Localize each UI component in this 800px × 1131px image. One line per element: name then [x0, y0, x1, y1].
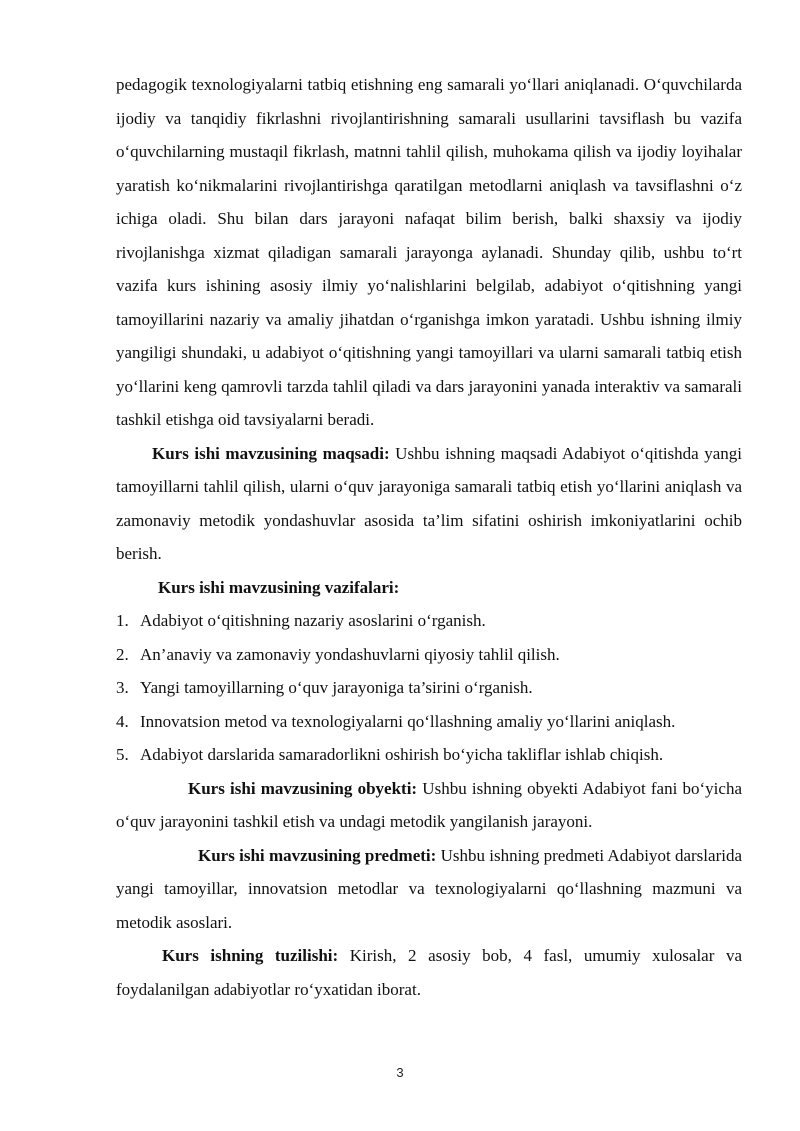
intro-paragraph: pedagogik texnologiyalarni tatbiq etishning eng samarali yo‘llari aniqlanadi. O‘quvchilarda ijodiy va tanqidiy fikrlashni rivojlantirishning samarali usullarini tavsiflash bu vazifa o‘quvchilarning mustaqil fikrlash, matnni tahlil qilish, muhokama qilish va ijodiy loyihalar yaratish ko‘nikmalarini rivojlantirishga qaratilgan metodlarni aniqlash va tavsiflashni o‘z ichiga oladi. Shu bilan dars jarayoni nafaqat bilim berish, balki shaxsiy va ijodiy rivojlanishga xizmat qiladigan samarali jarayonga aylanadi. Shunday qilib, ushbu to‘rt vazifa kurs ishining asosiy ilmiy yo‘nalishlarini belgilab, adabiyot o‘qitishning yangi tamoyillarini nazariy va amaliy jihatdan o‘rganishga imkon yaratadi. Ushbu ishning ilmiy yangiligi shundaki, u adabiyot o‘qitishning yangi tamoyillari va ularni samarali tatbiq etish yo‘llarini keng qamrovli tarzda tahlil qiladi va dars jarayonini yanada interaktiv va samarali tashkil etishga oid tavsiyalarni beradi.: [116, 75, 742, 429]
structure-paragraph: [116, 939, 742, 1006]
tasks-list: [116, 604, 742, 772]
list-item-text: Innovatsion metod va texnologiyalarni qo‘llashning amaliy yo‘llarini aniqlash.: [140, 711, 676, 731]
object-paragraph: [116, 772, 742, 839]
list-item-text: Yangi tamoyillarning o‘quv jarayoniga ta’sirini o‘rganish.: [140, 678, 533, 697]
list-item: [116, 638, 742, 672]
list-item: [116, 604, 742, 638]
list-item: [116, 705, 742, 739]
goal-label: Kurs ishi mavzusining maqsadi:: [152, 443, 390, 463]
goal-text: Ushbu ishning maqsadi Adabiyot o‘qitishda yangi tamoyillarni tahlil qilish, ularni o‘quv jarayoniga samarali tatbiq etish yo‘llarini aniqlash va zamonaviy metodik yondashuvlar asosida ta’lim sifatini oshirish imkoniyatlarini ochib berish.: [116, 443, 742, 563]
list-item-text: Adabiyot darslarida samaradorlikni oshirish bo‘yicha takliflar ishlab chiqish.: [140, 745, 664, 764]
object-text: Ushbu ishning obyekti Adabiyot fani bo‘yicha o‘quv jarayonini tashkil etish va undagi metodik yangilanish jarayoni.: [116, 778, 742, 831]
list-item-text: An’anaviy va zamonaviy yondashuvlarni qiyosiy tahlil qilish.: [140, 644, 560, 664]
tasks-heading: Kurs ishi mavzusining vazifalari:: [158, 577, 400, 597]
subject-text: Ushbu ishning predmeti Adabiyot darslarida yangi tamoyillar, innovatsion metodlar va texnologiyalarni qo‘llashning mazmuni va metodik asoslari.: [116, 845, 742, 932]
list-item: [116, 738, 742, 772]
list-item-number: 5.: [116, 745, 129, 764]
list-item-text: Adabiyot o‘qitishning nazariy asoslarini o‘rganish.: [140, 611, 486, 630]
object-label: Kurs ishi mavzusining obyekti:: [188, 778, 418, 798]
subject-paragraph: [116, 839, 742, 940]
page-body: [116, 68, 742, 1006]
list-item: [116, 671, 742, 705]
structure-label: Kurs ishning tuzilishi:: [162, 946, 339, 965]
list-item-number: 4.: [116, 711, 129, 731]
list-item-number: 3.: [116, 678, 129, 697]
subject-label: Kurs ishi mavzusining predmeti:: [198, 845, 437, 865]
list-item-number: 2.: [116, 644, 129, 664]
structure-text: Kirish, 2 asosiy bob, 4 fasl, umumiy xulosalar va foydalanilgan adabiyotlar ro‘yxatidan iborat.: [116, 946, 742, 999]
goal-paragraph: [116, 437, 742, 571]
list-item-number: 1.: [116, 611, 129, 630]
page-number: 3: [396, 1065, 404, 1080]
